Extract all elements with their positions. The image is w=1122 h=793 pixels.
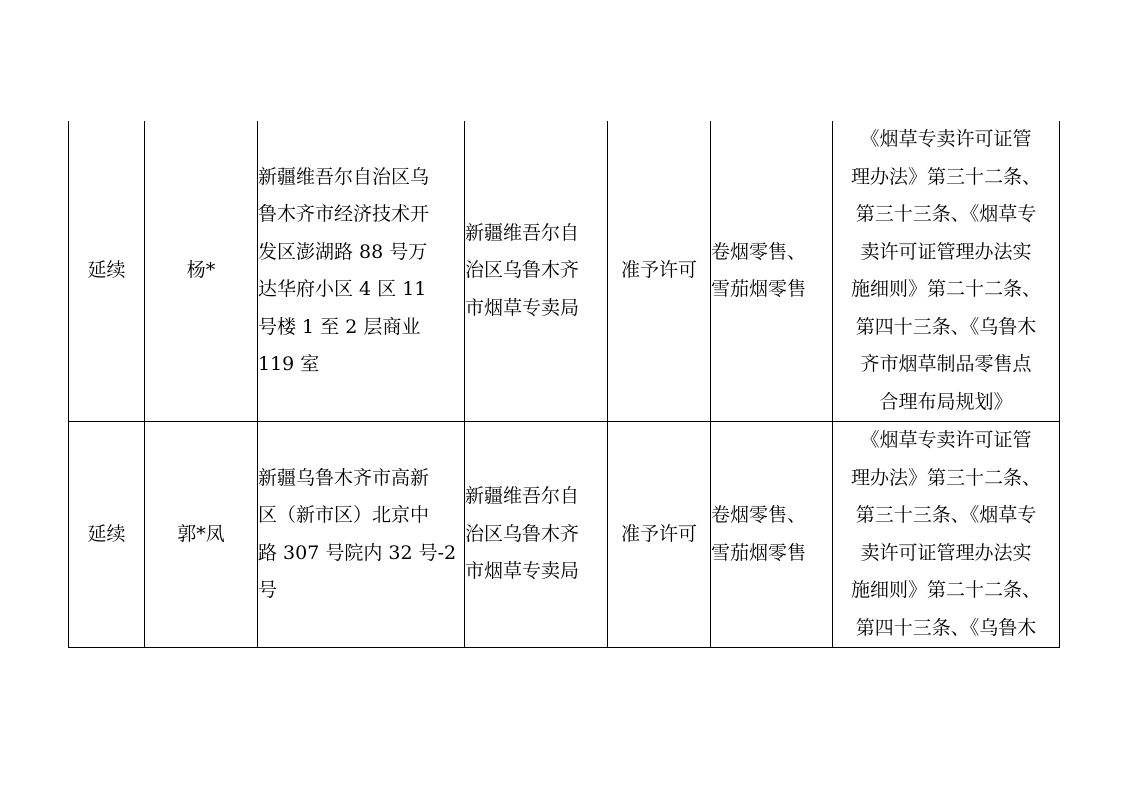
basis-line: 施细则》第二十二条、 [850, 278, 1041, 300]
address-cell [258, 422, 465, 648]
scope-line: 卷烟零售、 [711, 504, 807, 526]
address-line: 发区澎湖路 88 号万 [258, 240, 428, 263]
basis-line: 理办法》第三十二条、 [850, 466, 1041, 489]
legal-basis-cell [833, 121, 1060, 422]
basis-line: 第四十三条、《乌鲁木 [855, 616, 1037, 639]
license-table [68, 121, 1060, 648]
authority-line: 治区乌鲁木齐 [465, 522, 580, 545]
scope-line: 雪茄烟零售 [711, 541, 807, 564]
address-line: 鲁木齐市经济技术开 [258, 203, 430, 225]
issuing-authority-cell [465, 121, 608, 422]
address-line: 路 307 号院内 32 号-2 [258, 541, 457, 564]
address-line: 号 [258, 579, 278, 601]
authority-line: 新疆维吾尔自 [465, 221, 580, 244]
decision-cell: 准予许可 [608, 422, 711, 648]
business-scope-cell [711, 121, 833, 422]
basis-line: 第四十三条、《乌鲁木 [855, 315, 1037, 338]
basis-line: 卖许可证管理办法实 [860, 240, 1032, 263]
basis-line: 第三十三条、《烟草专 [855, 504, 1037, 526]
permit-type-cell: 延续 [69, 121, 145, 422]
basis-line: 齐市烟草制品零售点 [860, 353, 1032, 375]
authority-line: 新疆维吾尔自 [465, 485, 580, 508]
business-scope-cell [711, 422, 833, 648]
address-line: 区（新市区）北京中 [258, 504, 430, 526]
issuing-authority-cell [465, 422, 608, 648]
scope-line: 卷烟零售、 [711, 240, 807, 263]
basis-line: 第三十三条、《烟草专 [855, 203, 1037, 225]
basis-line: 理办法》第三十二条、 [850, 165, 1041, 188]
applicant-name-cell: 郭*凤 [145, 422, 258, 648]
authority-line: 治区乌鲁木齐 [465, 259, 580, 282]
address-cell [258, 121, 465, 422]
scope-line: 雪茄烟零售 [711, 278, 807, 300]
address-line: 新疆维吾尔自治区乌 [258, 165, 430, 188]
basis-line: 《烟草专卖许可证管 [860, 429, 1032, 451]
table-row [69, 422, 1060, 648]
address-line: 号楼 1 至 2 层商业 [258, 315, 421, 338]
decision-cell: 准予许可 [608, 121, 711, 422]
legal-basis-cell [833, 422, 1060, 648]
table-row [69, 121, 1060, 422]
address-line: 新疆乌鲁木齐市高新 [258, 466, 430, 489]
authority-line: 市烟草专卖局 [465, 296, 580, 319]
basis-line: 《烟草专卖许可证管 [860, 128, 1032, 150]
authority-line: 市烟草专卖局 [465, 560, 580, 583]
address-line: 119 室 [258, 353, 320, 375]
permit-type-cell: 延续 [69, 422, 145, 648]
basis-line: 合理布局规划》 [879, 390, 1013, 413]
address-line: 达华府小区 4 区 11 [258, 278, 427, 300]
basis-line: 卖许可证管理办法实 [860, 541, 1032, 564]
basis-line: 施细则》第二十二条、 [850, 579, 1041, 601]
applicant-name-cell: 杨* [145, 121, 258, 422]
